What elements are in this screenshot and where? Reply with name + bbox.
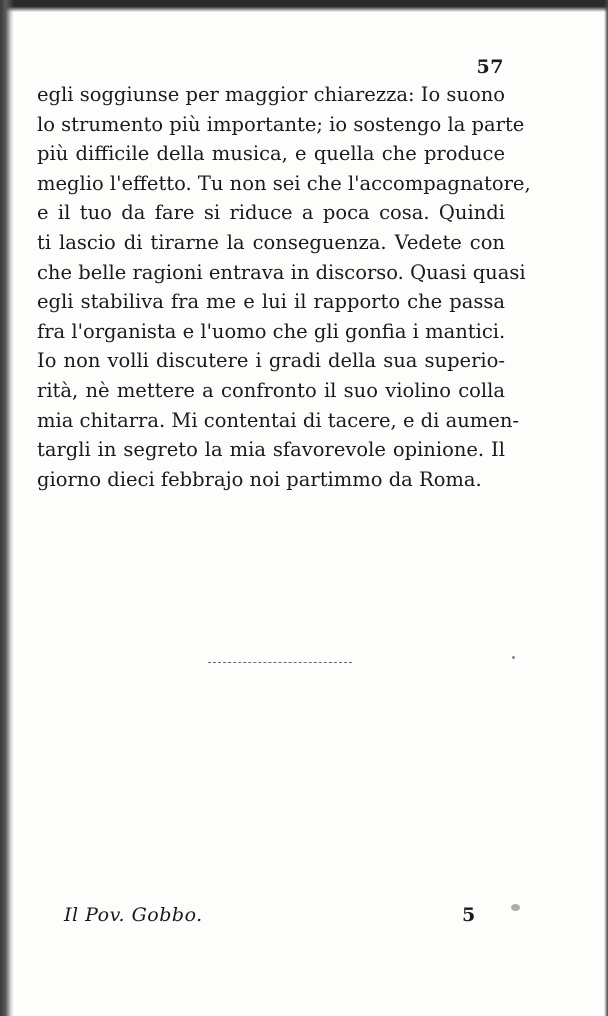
section-divider [208,662,352,663]
text-line: fra l'organista e l'uomo che gli gonfia i mantici. [37,319,506,343]
text-line: lo strumento più importante; io sostengo la parte [37,112,525,136]
page-right-edge [604,0,608,1016]
signature-mark: 5 [462,904,476,926]
text-line: ti lascio di tirarne la conseguenza. Vedete con [37,230,505,254]
text-line: Io non volli discutere i gradi della sua superio- [37,349,505,373]
ink-speck [511,904,520,911]
text-line: rità, nè mettere a confronto il suo violino colla [37,378,505,402]
page-number: 57 [476,56,504,78]
text-line: egli soggiunse per maggior chiarezza: Io suono [37,83,506,106]
page-gutter-shadow [0,0,14,1016]
text-line: più difficile della musica, e quella che produce [37,142,505,166]
text-line: e il tuo da fare si riduce a poca cosa. Quindi [37,201,505,225]
ink-speck [512,656,515,659]
text-line: meglio l'effetto. Tu non sei che l'accompagnatore, [37,171,531,195]
text-line: egli stabiliva fra me e lui il rapporto che passa [37,290,505,314]
footer-book-title: Il Pov. Gobbo. [64,904,203,926]
page-top-edge [0,0,608,12]
text-line: che belle ragioni entrava in discorso. Quasi quasi [37,260,526,284]
body-text [37,80,531,494]
text-line: targli in segreto la mia sfavorevole opinione. Il [37,438,505,462]
text-line: mia chitarra. Mi contentai di tacere, e di aumen- [37,408,519,432]
text-line: giorno dieci febbrajo noi partimmo da Roma. [37,467,482,491]
